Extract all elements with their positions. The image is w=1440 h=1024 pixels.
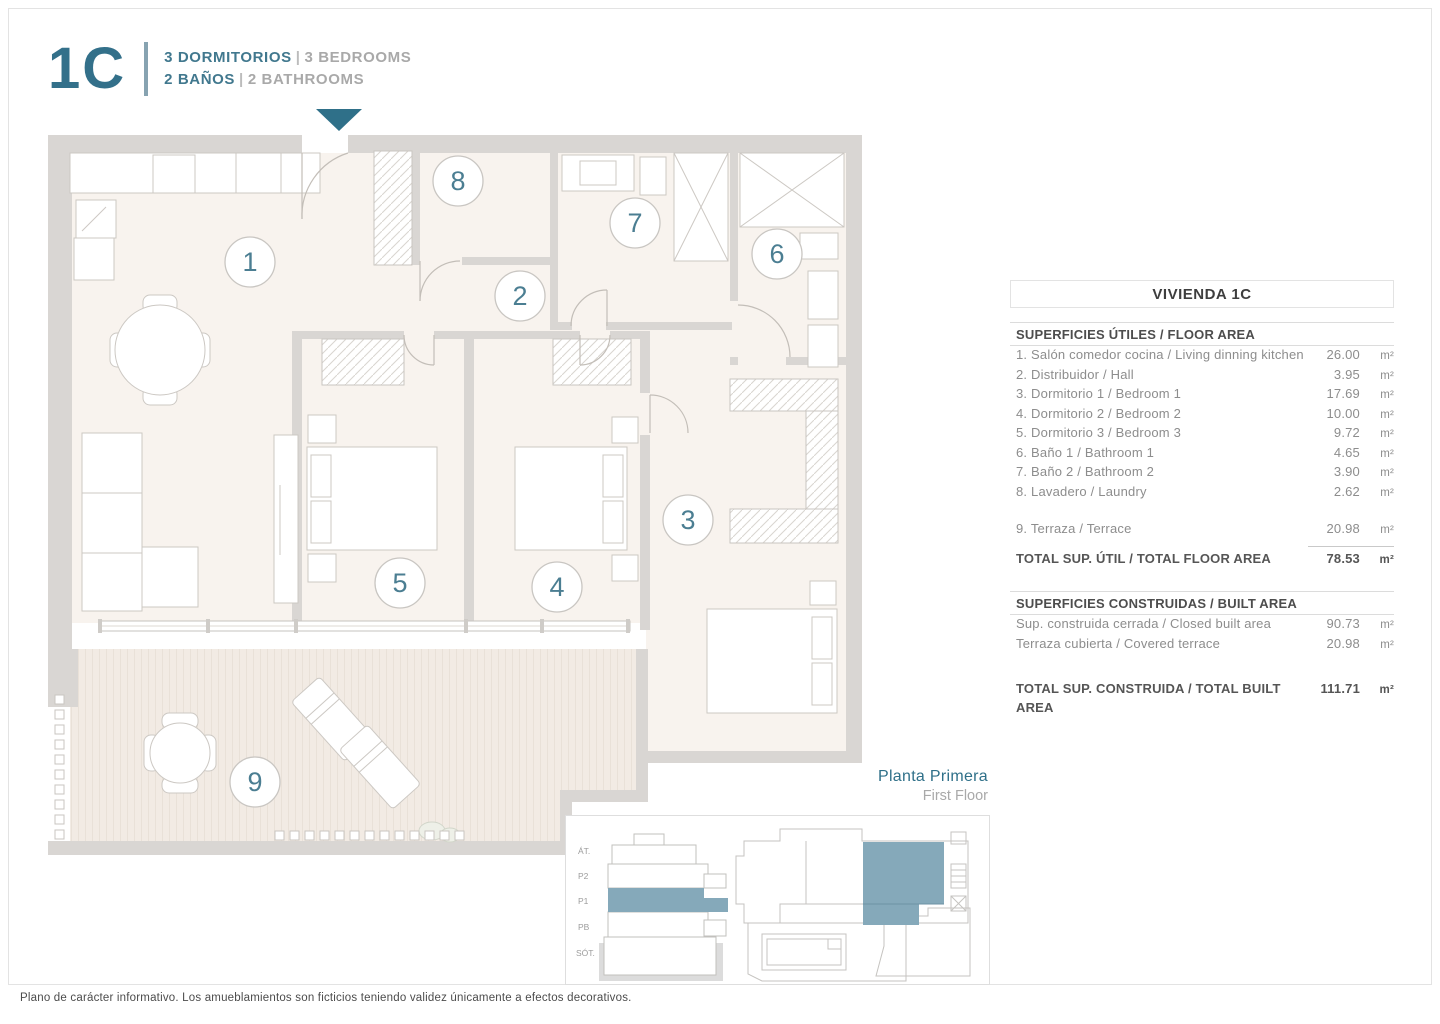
highlighted-unit (863, 842, 944, 925)
total-floor-area-row: TOTAL SUP. ÚTIL / TOTAL FLOOR AREA 78.53 m² (1016, 550, 1394, 566)
sink (76, 200, 116, 238)
bedroom3-closet (322, 339, 404, 385)
entrance-arrow-icon (316, 109, 362, 131)
table-row: 5. Dormitorio 3 / Bedroom 3 9.72 m² (1016, 425, 1394, 440)
svg-text:7: 7 (627, 208, 643, 238)
table-row: 7. Baño 2 / Bathroom 2 3.90 m² (1016, 464, 1394, 479)
bedrooms-line (164, 47, 411, 69)
cooktop (153, 155, 195, 193)
unit-code: 1C (48, 36, 127, 101)
key-plan-svg (566, 816, 989, 984)
cabinet (74, 238, 114, 280)
laundry-closet (374, 151, 412, 265)
terrace-table (150, 723, 210, 783)
pillow (311, 501, 331, 543)
disclaimer-text: Plano de carácter informativo. Los amueblamientos son ficticios teniendo validez únicamente a efectos decorativos. (20, 992, 632, 1004)
svg-text:5: 5 (392, 568, 408, 598)
svg-text:8: 8 (450, 166, 466, 196)
level-label: SÓT. (576, 948, 595, 958)
bidet (808, 325, 838, 367)
floor-name-en: First Floor (922, 788, 988, 804)
separator: | (239, 71, 244, 88)
walkin-closet-top (730, 379, 838, 411)
kitchen-sink-unit (236, 153, 281, 193)
area-table (1010, 280, 1394, 717)
table-row: Terraza cubierta / Covered terrace 20.98 m² (1016, 635, 1394, 651)
walkin-closet-bottom (730, 509, 838, 543)
svg-text:6: 6 (769, 239, 785, 269)
sum-line (1308, 546, 1394, 547)
table-row: 3. Dormitorio 1 / Bedroom 1 17.69 m² (1016, 386, 1394, 401)
room-label-2 (495, 271, 545, 321)
bathrooms-es: 2 BAÑOS (164, 71, 236, 88)
svg-text:1: 1 (242, 247, 258, 277)
walkin-closet-right (806, 411, 838, 509)
room-label-9 (230, 757, 280, 807)
header-divider (144, 42, 148, 96)
pillow (311, 455, 331, 497)
table-row: 6. Baño 1 / Bathroom 1 4.65 m² (1016, 444, 1394, 460)
floor-name-es: Planta Primera (877, 768, 988, 785)
nightstand (612, 555, 638, 581)
plan-header (48, 36, 412, 101)
basin (580, 161, 616, 185)
level-label: ÁT. (578, 846, 591, 856)
bathrooms-line (164, 69, 411, 91)
total-built-area-row: TOTAL SUP. CONSTRUIDA / TOTAL BUILT AREA 111.71 m² (1016, 681, 1394, 715)
floor-area-section-header: SUPERFICIES ÚTILES / FLOOR AREA (1010, 322, 1394, 346)
building-section (576, 834, 728, 981)
room-label-4 (532, 562, 582, 612)
pillow (812, 663, 832, 705)
nightstand (308, 554, 336, 582)
table-row: Sup. construida cerrada / Closed built area 90.73 m² (1016, 616, 1394, 631)
tv-unit (274, 435, 298, 603)
pillow (812, 617, 832, 659)
separator: | (295, 49, 301, 66)
nightstand (612, 417, 638, 443)
table-row: 1. Salón comedor cocina / Living dinning kitchen 26.00 m² (1016, 347, 1394, 362)
table-row: 2. Distribuidor / Hall 3.95 m² (1016, 366, 1394, 382)
terrace-windows (98, 619, 630, 633)
built-area-section-header: SUPERFICIES CONSTRUIDAS / BUILT AREA (1010, 591, 1394, 615)
table-row: 4. Dormitorio 2 / Bedroom 2 10.00 m² (1016, 405, 1394, 421)
toilet (640, 157, 666, 195)
nightstand (308, 415, 336, 443)
key-plan (565, 815, 990, 985)
room-label-6 (752, 229, 802, 279)
sink (800, 233, 838, 259)
pillow (603, 455, 623, 497)
level-label: P1 (578, 896, 589, 906)
floor-name (760, 768, 988, 804)
unit-specs (164, 47, 411, 91)
toilet (808, 271, 838, 319)
svg-text:3: 3 (680, 505, 696, 535)
bedrooms-es: 3 DORMITORIOS (164, 49, 292, 66)
dining-table (115, 305, 205, 395)
area-table-title: VIVIENDA 1C (1010, 280, 1394, 308)
room-label-8 (433, 156, 483, 206)
svg-text:9: 9 (247, 767, 263, 797)
svg-text:2: 2 (512, 281, 528, 311)
room-label-7 (610, 198, 660, 248)
pillow (603, 501, 623, 543)
room-label-3 (663, 495, 713, 545)
nightstand (810, 581, 836, 605)
level-label: P2 (578, 871, 589, 881)
floor-area-rows (1010, 346, 1394, 569)
bathrooms-en: 2 BATHROOMS (247, 71, 365, 88)
svg-text:4: 4 (549, 572, 565, 602)
room-label-1 (225, 237, 275, 287)
room-label-5 (375, 558, 425, 608)
table-row-terrace: 9. Terraza / Terrace 20.98 m² (1016, 521, 1394, 536)
bedrooms-en: 3 BEDROOMS (304, 49, 412, 66)
built-area-rows (1010, 615, 1394, 717)
floor-plan-svg (40, 105, 870, 865)
table-row: 8. Lavadero / Laundry 2.62 m² (1016, 483, 1394, 499)
level-label: PB (578, 922, 590, 932)
highlighted-level (608, 888, 704, 912)
floor-plan (40, 105, 870, 865)
